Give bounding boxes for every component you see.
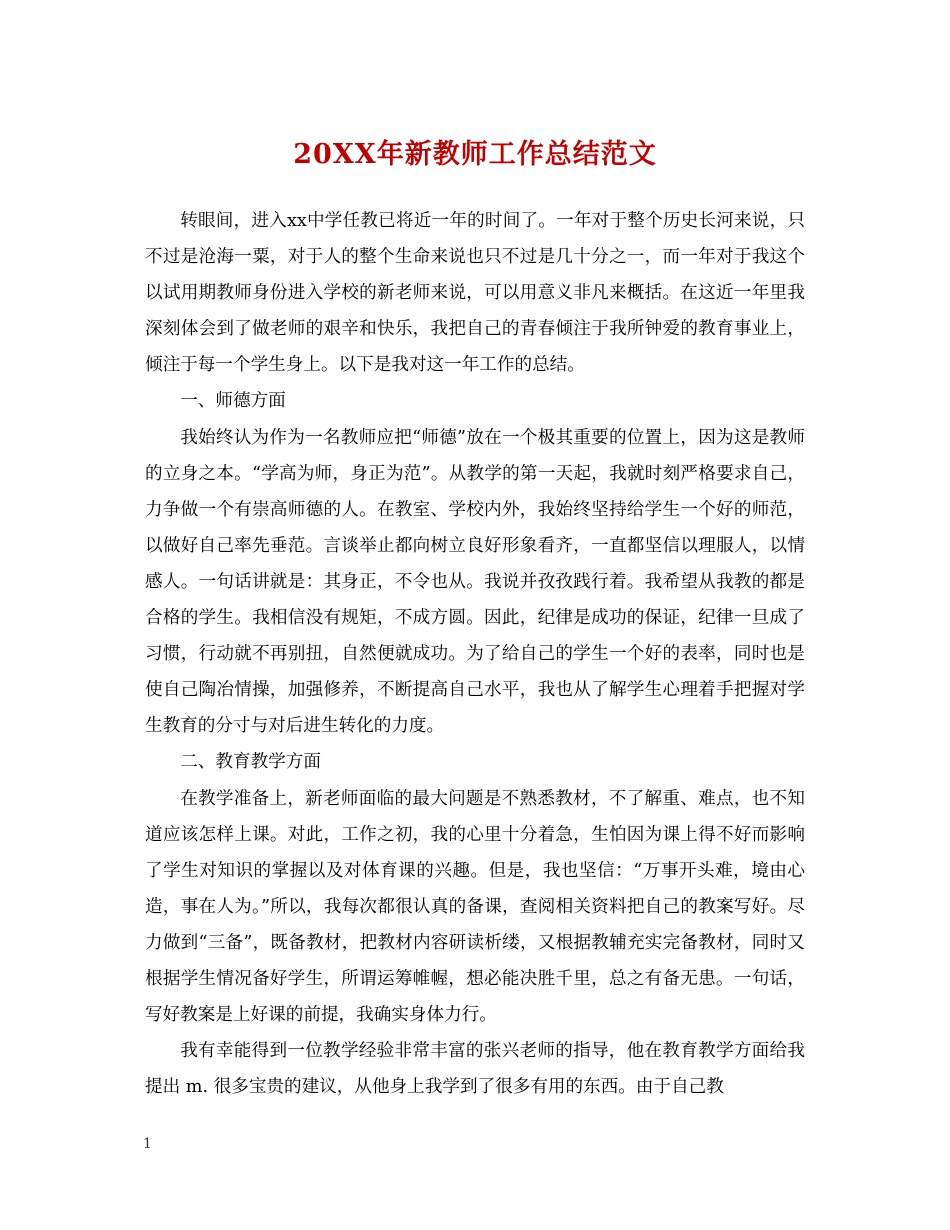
document-body xyxy=(145,203,805,1105)
paragraph-mentor: 我有幸能得到一位教学经验非常丰富的张兴老师的指导，他在教育教学方面给我提出 m. 很多宝贵的建议，从他身上我学到了很多有用的东西。由于自己教 xyxy=(145,1041,805,1098)
paragraph-ethics: 我始终认为作为一名教师应把“师德”放在一个极其重要的位置上，因为这是教师的立身之本。“学高为师，身正为范”。从教学的第一天起，我就时刻严格要求自己，力争做一个有崇高师德的人。在教室、学校内外，我始终坚持给学生一个好的师范，以做好自己率先垂范。言谈举止都向树立良好形象看齐，一直都坚信以理服人，以情感人。一句话讲就是：其身正，不令也从。我说并孜孜践行着。我希望从我教的都是合格的学生。我相信没有规矩，不成方圆。因此，纪律是成功的保证，纪律一旦成了习惯，行动就不再别扭，自然便就成功。为了给自己的学生一个好的表率，同时也是使自己陶冶情操，加强修养，不断提高自己水平，我也从了解学生心理着手把握对学生教育的分寸与对后进生转化的力度。 xyxy=(145,427,805,737)
document-title: 20XX年新教师工作总结范文 xyxy=(293,139,657,170)
section-heading-teaching: 二、教育教学方面 xyxy=(180,752,321,773)
section-heading-ethics: 一、师德方面 xyxy=(180,391,286,412)
paragraph-intro: 转眼间，进入xx中学任教已将近一年的时间了。一年对于整个历史长河来说，只不过是沧海一粟，对于人的整个生命来说也只不过是几十分之一，而一年对于我这个以试用期教师身份进入学校的新老师来说，可以用意义非凡来概括。在这近一年里我深刻体会到了做老师的艰辛和快乐，我把自己的青春倾注于我所钟爱的教育事业上，倾注于每一个学生身上。以下是我对这一年工作的总结。 xyxy=(145,211,805,376)
paragraph-teaching-preparation: 在教学准备上，新老师面临的最大问题是不熟悉教材，不了解重、难点，也不知道应该怎样上课。对此，工作之初，我的心里十分着急，生怕因为课上得不好而影响了学生对知识的掌握以及对体育课的兴趣。但是，我也坚信：“万事开头难，境由心造，事在人为。”所以，我每次都很认真的备课，查阅相关资料把自己的教案写好。尽力做到“三备”，既备教材，把教材内容研读析缕，又根据教辅充实完备教材，同时又根据学生情况备好学生，所谓运筹帷幄，想必能决胜千里，总之有备无患。一句话，写好教案是上好课的前提，我确实身体力行。 xyxy=(145,788,805,1026)
page-number: 1 xyxy=(143,1136,152,1152)
